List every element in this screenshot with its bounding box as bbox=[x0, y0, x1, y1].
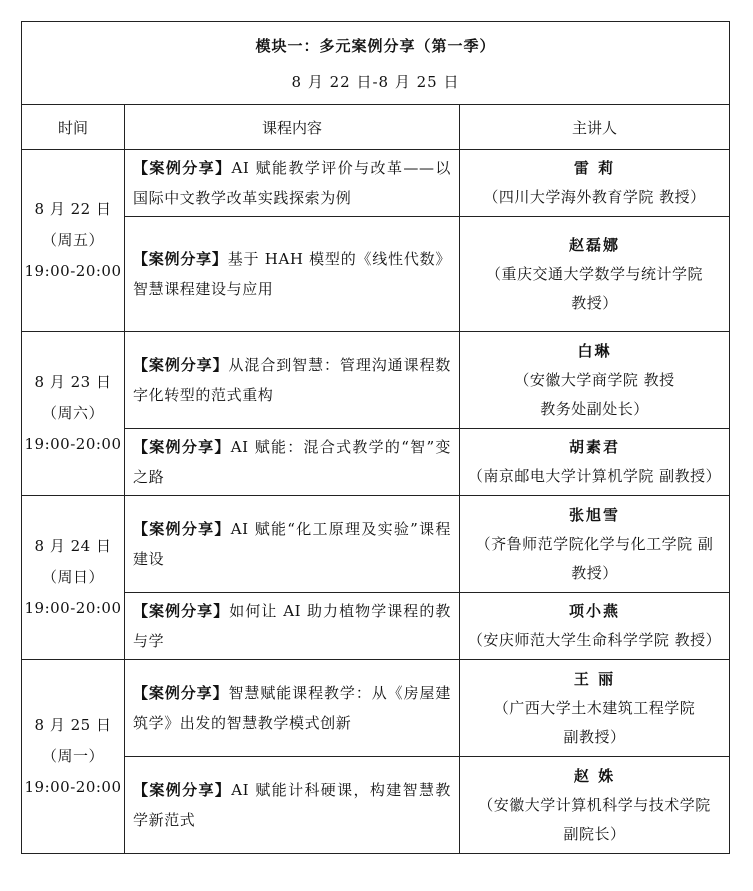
day-weekday: （周日） bbox=[41, 568, 104, 586]
speaker-affiliation: （南京邮电大学计算机学院 副教授） bbox=[467, 467, 722, 485]
speaker-name: 王 丽 bbox=[573, 669, 616, 688]
speaker-name: 胡素君 bbox=[569, 438, 621, 456]
module-title-cell bbox=[22, 22, 730, 105]
day-date: 8 月 24 日 bbox=[34, 537, 112, 555]
session-speaker bbox=[460, 217, 730, 332]
day-time-cell bbox=[22, 660, 125, 854]
session-content bbox=[125, 150, 460, 217]
speaker-name: 白琳 bbox=[577, 341, 612, 360]
module-title: 模块一：多元案例分享（第一季） bbox=[255, 37, 496, 55]
session-topic: AI 赋能计科硬课，构建智慧教学新范式 bbox=[133, 781, 452, 829]
session-speaker bbox=[460, 429, 730, 496]
session-topic: 基于 HAH 模型的《线性代数》智慧课程建设与应用 bbox=[133, 250, 451, 298]
speaker-affiliation: （齐鲁师范学院化学与化工学院 副 bbox=[475, 534, 714, 553]
day-time: 19:00-20:00 bbox=[24, 262, 122, 280]
speaker-name: 雷 莉 bbox=[573, 159, 616, 177]
day-date: 8 月 23 日 bbox=[34, 373, 112, 391]
day-weekday: （周六） bbox=[41, 404, 104, 422]
speaker-affiliation: 教授） bbox=[571, 563, 618, 582]
speaker-affiliation: （安庆师范大学生命科学学院 教授） bbox=[467, 631, 722, 649]
header-speaker: 主讲人 bbox=[460, 105, 730, 150]
session-speaker bbox=[460, 593, 730, 660]
table-row bbox=[22, 496, 730, 593]
table-row bbox=[22, 757, 730, 854]
module-date-range: 8 月 22 日-8 月 25 日 bbox=[291, 73, 460, 91]
day-time-cell bbox=[22, 496, 125, 660]
speaker-affiliation: 教授） bbox=[571, 293, 618, 312]
session-content bbox=[125, 429, 460, 496]
session-tag: 【案例分享】 bbox=[133, 781, 232, 799]
speaker-name: 项小燕 bbox=[569, 602, 621, 620]
day-time-cell bbox=[22, 332, 125, 496]
session-tag: 【案例分享】 bbox=[133, 438, 231, 456]
header-content: 课程内容 bbox=[125, 105, 460, 150]
speaker-name: 赵磊娜 bbox=[569, 235, 621, 254]
session-tag: 【案例分享】 bbox=[133, 356, 229, 374]
speaker-affiliation: 副教授） bbox=[563, 727, 626, 746]
table-row bbox=[22, 429, 730, 496]
day-date: 8 月 25 日 bbox=[34, 716, 112, 734]
speaker-name: 张旭雪 bbox=[569, 505, 621, 524]
session-speaker bbox=[460, 332, 730, 429]
session-content bbox=[125, 660, 460, 757]
table-row bbox=[22, 217, 730, 332]
day-time: 19:00-20:00 bbox=[24, 599, 122, 617]
session-topic: 如何让 AI 助力植物学课程的教与学 bbox=[133, 602, 451, 650]
header-time: 时间 bbox=[22, 105, 125, 150]
session-content bbox=[125, 217, 460, 332]
speaker-affiliation: 副院长） bbox=[563, 824, 626, 843]
session-topic: 从混合到智慧：管理沟通课程数字化转型的范式重构 bbox=[133, 356, 451, 404]
day-time: 19:00-20:00 bbox=[24, 778, 122, 796]
day-time: 19:00-20:00 bbox=[24, 435, 122, 453]
session-topic: AI 赋能教学评价与改革——以国际中文教学改革实践探索为例 bbox=[133, 159, 451, 207]
day-time-cell bbox=[22, 150, 125, 332]
day-weekday: （周五） bbox=[41, 231, 104, 249]
session-content bbox=[125, 332, 460, 429]
session-content bbox=[125, 496, 460, 593]
session-topic: AI 赋能：混合式教学的“智”变之路 bbox=[133, 438, 451, 486]
speaker-name: 赵 姝 bbox=[573, 766, 616, 785]
speaker-affiliation: （重庆交通大学数学与统计学院 bbox=[486, 264, 704, 283]
table-row bbox=[22, 593, 730, 660]
session-tag: 【案例分享】 bbox=[133, 250, 228, 268]
speaker-affiliation: （安徽大学商学院 教授 bbox=[514, 370, 675, 389]
speaker-affiliation: （广西大学土木建筑工程学院 bbox=[493, 698, 696, 717]
table-row bbox=[22, 660, 730, 757]
session-content bbox=[125, 757, 460, 854]
session-topic: 智慧赋能课程教学：从《房屋建筑学》出发的智慧教学模式创新 bbox=[133, 684, 451, 732]
session-speaker bbox=[460, 757, 730, 854]
session-speaker bbox=[460, 496, 730, 593]
table-row bbox=[22, 150, 730, 217]
session-topic: AI 赋能“化工原理及实验”课程建设 bbox=[133, 520, 451, 568]
day-weekday: （周一） bbox=[41, 747, 104, 765]
schedule-table bbox=[21, 21, 730, 854]
session-tag: 【案例分享】 bbox=[133, 684, 229, 702]
table-row bbox=[22, 332, 730, 429]
speaker-affiliation: （四川大学海外教育学院 教授） bbox=[483, 188, 706, 206]
speaker-affiliation: （安徽大学计算机科学与技术学院 bbox=[478, 795, 711, 814]
day-date: 8 月 22 日 bbox=[34, 200, 112, 218]
session-speaker bbox=[460, 660, 730, 757]
speaker-affiliation: 教务处副处长） bbox=[540, 399, 649, 418]
session-tag: 【案例分享】 bbox=[133, 602, 230, 620]
session-tag: 【案例分享】 bbox=[133, 159, 232, 177]
session-tag: 【案例分享】 bbox=[133, 520, 231, 538]
session-content bbox=[125, 593, 460, 660]
session-speaker bbox=[460, 150, 730, 217]
